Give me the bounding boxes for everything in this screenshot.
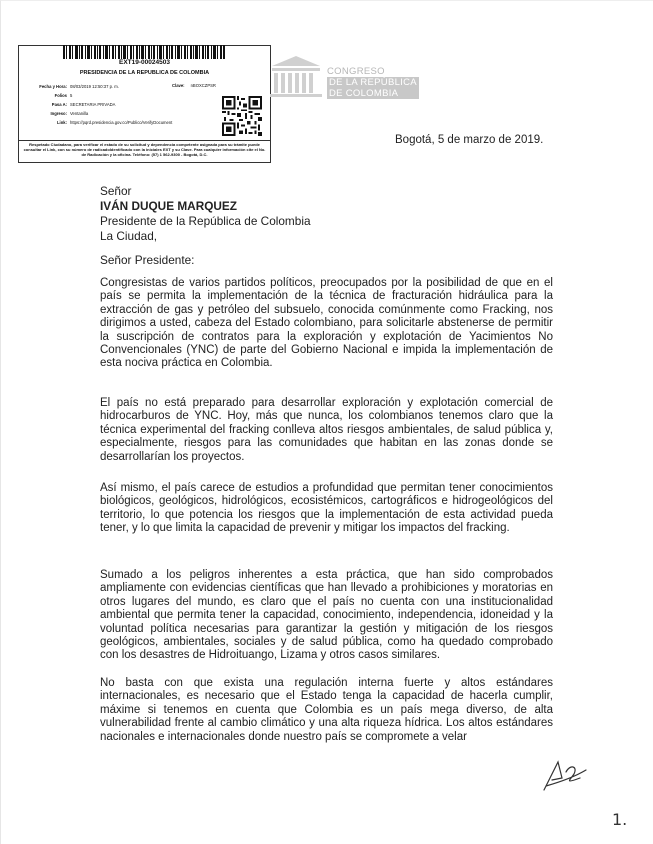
filing-field-folios: Folios 5 [54, 93, 73, 98]
recipient-name: IVÁN DUQUE MARQUEZ [100, 199, 237, 213]
filing-entity: PRESIDENCIA DE LA REPUBLICA DE COLOMBIA [79, 70, 210, 76]
filing-number: EXT19-00024503 [119, 59, 170, 66]
letter-paragraph-5: No basta con que exista una regulación interna fuerte y altos estándares internacionales, es necesario que el Estado tenga la capacidad de hacerla cumplir, máxime si tenemos en cuenta que Colombia es un país mega diverso, de alta vulnerabilidad frente al cambio climático y una alta riqueza hídrica. Los altos estándares nacionales e internacionales donde nuestro país se compromete a velar [100, 677, 553, 743]
logo-line-3: DE COLOMBIA [327, 88, 419, 99]
logo-line-1: CONGRESO [327, 66, 385, 77]
letter-greeting: Señor Presidente: [100, 253, 195, 267]
filing-field-date: Fecha y Hora: 08/03/2019 12:50:37 p. m. [39, 84, 119, 89]
filing-clave [172, 83, 216, 88]
recipient-city: La Ciudad, [100, 229, 158, 243]
filing-field-pasa: Pasa A: SECRETARIA PRIVADA [51, 102, 116, 107]
recipient-title: Presidente de la República de Colombia [100, 214, 311, 228]
filing-field-ingreso: Ingreso: Ventanilla [50, 111, 89, 116]
clave-label: Clave: [172, 83, 185, 88]
letter-paragraph-2: El país no está preparado para desarrollar exploración y explotación comercial de hidrocarburos de YNC. Hoy, más que nunca, los colombianos tenemos claro que la técnica experimental del fracking conlleva altos riesgos ambientales, de salud pública y, especialmente, riesgos para las comunidades que habitan en las zonas donde se desarrollarían los proyectos. [100, 397, 553, 463]
handwritten-initials [540, 756, 588, 796]
qr-code-icon [222, 96, 262, 136]
congress-logo-text [327, 66, 419, 99]
letter-paragraph-1: Congresistas de varios partidos políticos, preocupados por la posibilidad de que en el país se permita la implementación de la técnica de fracturación hidráulica para la extracción de gas y petróleo del subsuelo, conocida comúnmente como Fracking, nos dirigimos a usted, cabeza del Estado colombiano, para solicitarle abstenerse de permitir la suscripción de contratos para la exploración y explotación de Yacimientos No Convencionales (YNC) de parte del Gobierno Nacional e impida la implementación de esta nociva práctica en Colombia. [100, 277, 553, 370]
clave-value: nBOXCZPSR [190, 83, 216, 88]
filing-stamp [18, 45, 271, 163]
letter-date: Bogotá, 5 de marzo de 2019. [395, 134, 544, 146]
congress-logo-icon [268, 54, 324, 98]
filing-notice: Respetado Ciudadano, para verificar el estado de su solicitud y dependencia competente asignada para su trámite puede consultar el Link, con su número de radicadoIdentificado con la iniciales EXT y su Clave. Para cualquier información cite el No. de Radicación y la oficina. Teléfono: (57) 1 562-9300 - Bogotá, D.C. [23, 142, 266, 157]
stamp-divider [19, 140, 270, 141]
logo-line-2: DE LA REPÚBLICA [327, 77, 419, 88]
filing-fields [23, 82, 223, 127]
barcode [63, 45, 225, 59]
filing-field-link: Link: https://pqrd.presidencia.gov.co/Publico/VerifyDocument [56, 120, 173, 125]
letter-paragraph-3: Así mismo, el país carece de estudios a profundidad que permitan tener conocimientos biológicos, geológicos, hidrológicos, ecosistémicos, cartográficos e hidrogeológicos del territorio, lo que potencia los riesgos que la implementación de esta actividad pueda tener, y lo que limita la capacidad de prevenir y mitigar los impactos del fracking. [100, 482, 553, 535]
page-number: 1. [612, 810, 628, 829]
recipient-block [100, 184, 311, 244]
letter-paragraph-4: Sumado a los peligros inherentes a esta práctica, que han sido comprobados ampliamente con evidencias científicas que han llevado a prohibiciones y moratorias en otros lugares del mundo, es claro que el país no cuenta con una institucionalidad ambiental que permita tener la capacidad, conocimiento, independencia, idoneidad y la voluntad política necesarias para garantizar la gestión y mitigación de los riesgos geológicos, ambientales, sociales y de salud pública, como ha quedado comprobado con los desastres de Hidroituango, Lizama y otros casos similares. [100, 569, 553, 662]
recipient-salutation: Señor [100, 184, 132, 198]
